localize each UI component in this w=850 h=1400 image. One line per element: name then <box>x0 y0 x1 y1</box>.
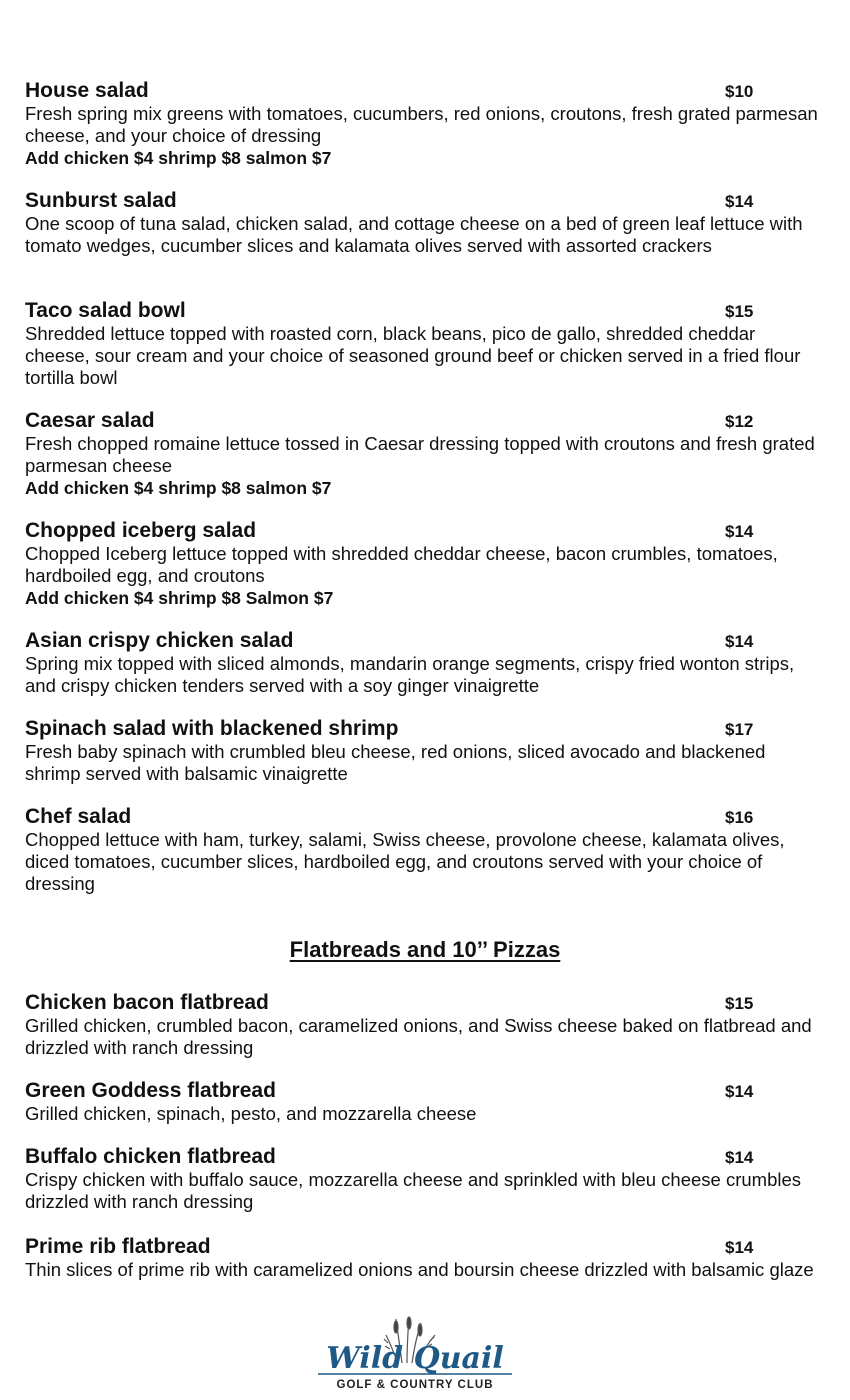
item-name: House salad <box>25 79 149 102</box>
item-name: Asian crispy chicken salad <box>25 629 294 652</box>
logo-subtitle-text: GOLF & COUNTRY CLUB <box>336 1379 494 1391</box>
item-price: $15 <box>725 994 754 1013</box>
item-price: $14 <box>725 1148 754 1167</box>
logo-script-text: Wild Quail <box>326 1341 504 1376</box>
item-price: $14 <box>725 1082 754 1101</box>
item-description: Spring mix topped with sliced almonds, mandarin orange segments, crispy fried wonton strips, and crispy chicken tenders served with a soy ginger vinaigrette <box>25 653 795 696</box>
section-title: Flatbreads and 10’’ Pizzas <box>289 937 561 962</box>
item-description: Grilled chicken, spinach, pesto, and mozzarella cheese <box>25 1103 477 1124</box>
item-name: Sunburst salad <box>25 189 177 212</box>
item-description: Thin slices of prime rib with caramelized onions and boursin cheese drizzled with balsamic glaze <box>25 1259 814 1280</box>
item-addon: Add chicken $4 shrimp $8 salmon $7 <box>25 478 332 498</box>
item-price: $12 <box>725 412 754 431</box>
menu-item-caesar-salad <box>25 409 825 499</box>
menu-item-asian-crispy-chicken-salad <box>25 629 825 697</box>
item-description: Chopped Iceberg lettuce topped with shredded cheddar cheese, bacon crumbles, tomatoes, hardboiled egg, and croutons <box>25 543 778 586</box>
item-price: $15 <box>725 302 754 321</box>
item-price: $14 <box>725 522 754 541</box>
item-name: Green Goddess flatbread <box>25 1079 276 1102</box>
item-description: Fresh baby spinach with crumbled bleu cheese, red onions, sliced avocado and blackened shrimp served with balsamic vinaigrette <box>25 741 766 784</box>
item-description: Shredded lettuce topped with roasted corn, black beans, pico de gallo, shredded cheddar cheese, sour cream and your choice of seasoned ground beef or chicken served in a fried flour tortilla bowl <box>25 323 801 388</box>
item-addon: Add chicken $4 shrimp $8 Salmon $7 <box>25 588 334 608</box>
menu-item-chopped-iceberg-salad <box>25 519 825 609</box>
item-description: Fresh spring mix greens with tomatoes, cucumbers, red onions, croutons, fresh grated parmesan cheese, and your choice of dressing <box>25 103 818 146</box>
section-heading-flatbreads <box>0 937 850 963</box>
item-addon: Add chicken $4 shrimp $8 salmon $7 <box>25 148 332 168</box>
item-price: $17 <box>725 720 754 739</box>
item-price: $14 <box>725 1238 754 1257</box>
menu-item-house-salad <box>25 79 825 169</box>
item-name: Chicken bacon flatbread <box>25 991 269 1014</box>
wild-quail-logo <box>310 1313 520 1393</box>
item-price: $14 <box>725 632 754 651</box>
item-price: $14 <box>725 192 754 211</box>
menu-item-sunburst-salad <box>25 189 825 257</box>
item-description: Fresh chopped romaine lettuce tossed in Caesar dressing topped with croutons and fresh grated parmesan cheese <box>25 433 815 476</box>
item-price: $10 <box>725 82 754 101</box>
menu-item-spinach-salad <box>25 717 825 785</box>
item-description: Grilled chicken, crumbled bacon, caramelized onions, and Swiss cheese baked on flatbread and drizzled with ranch dressing <box>25 1015 812 1058</box>
menu-item-prime-rib-flatbread <box>25 1235 825 1281</box>
item-description: One scoop of tuna salad, chicken salad, and cottage cheese on a bed of green leaf lettuce with tomato wedges, cucumber slices and kalamata olives served with assorted crackers <box>25 213 803 256</box>
item-description: Chopped lettuce with ham, turkey, salami, Swiss cheese, provolone cheese, kalamata olives, diced tomatoes, cucumber slices, hardboiled egg, and croutons served with your choice of dressing <box>25 829 785 894</box>
item-name: Taco salad bowl <box>25 299 186 322</box>
item-description: Crispy chicken with buffalo sauce, mozzarella cheese and sprinkled with bleu cheese crumbles drizzled with ranch dressing <box>25 1169 802 1212</box>
menu-item-taco-salad-bowl <box>25 299 825 389</box>
item-name: Caesar salad <box>25 409 155 432</box>
item-name: Prime rib flatbread <box>25 1235 211 1258</box>
item-price: $16 <box>725 808 754 827</box>
item-name: Chef salad <box>25 805 132 828</box>
item-name: Spinach salad with blackened shrimp <box>25 717 399 740</box>
item-name: Buffalo chicken flatbread <box>25 1145 276 1168</box>
menu-item-buffalo-chicken-flatbread <box>25 1145 825 1213</box>
menu-item-chicken-bacon-flatbread <box>25 991 825 1059</box>
menu-item-green-goddess-flatbread <box>25 1079 825 1125</box>
item-name: Chopped iceberg salad <box>25 519 257 542</box>
menu-item-chef-salad <box>25 805 825 895</box>
